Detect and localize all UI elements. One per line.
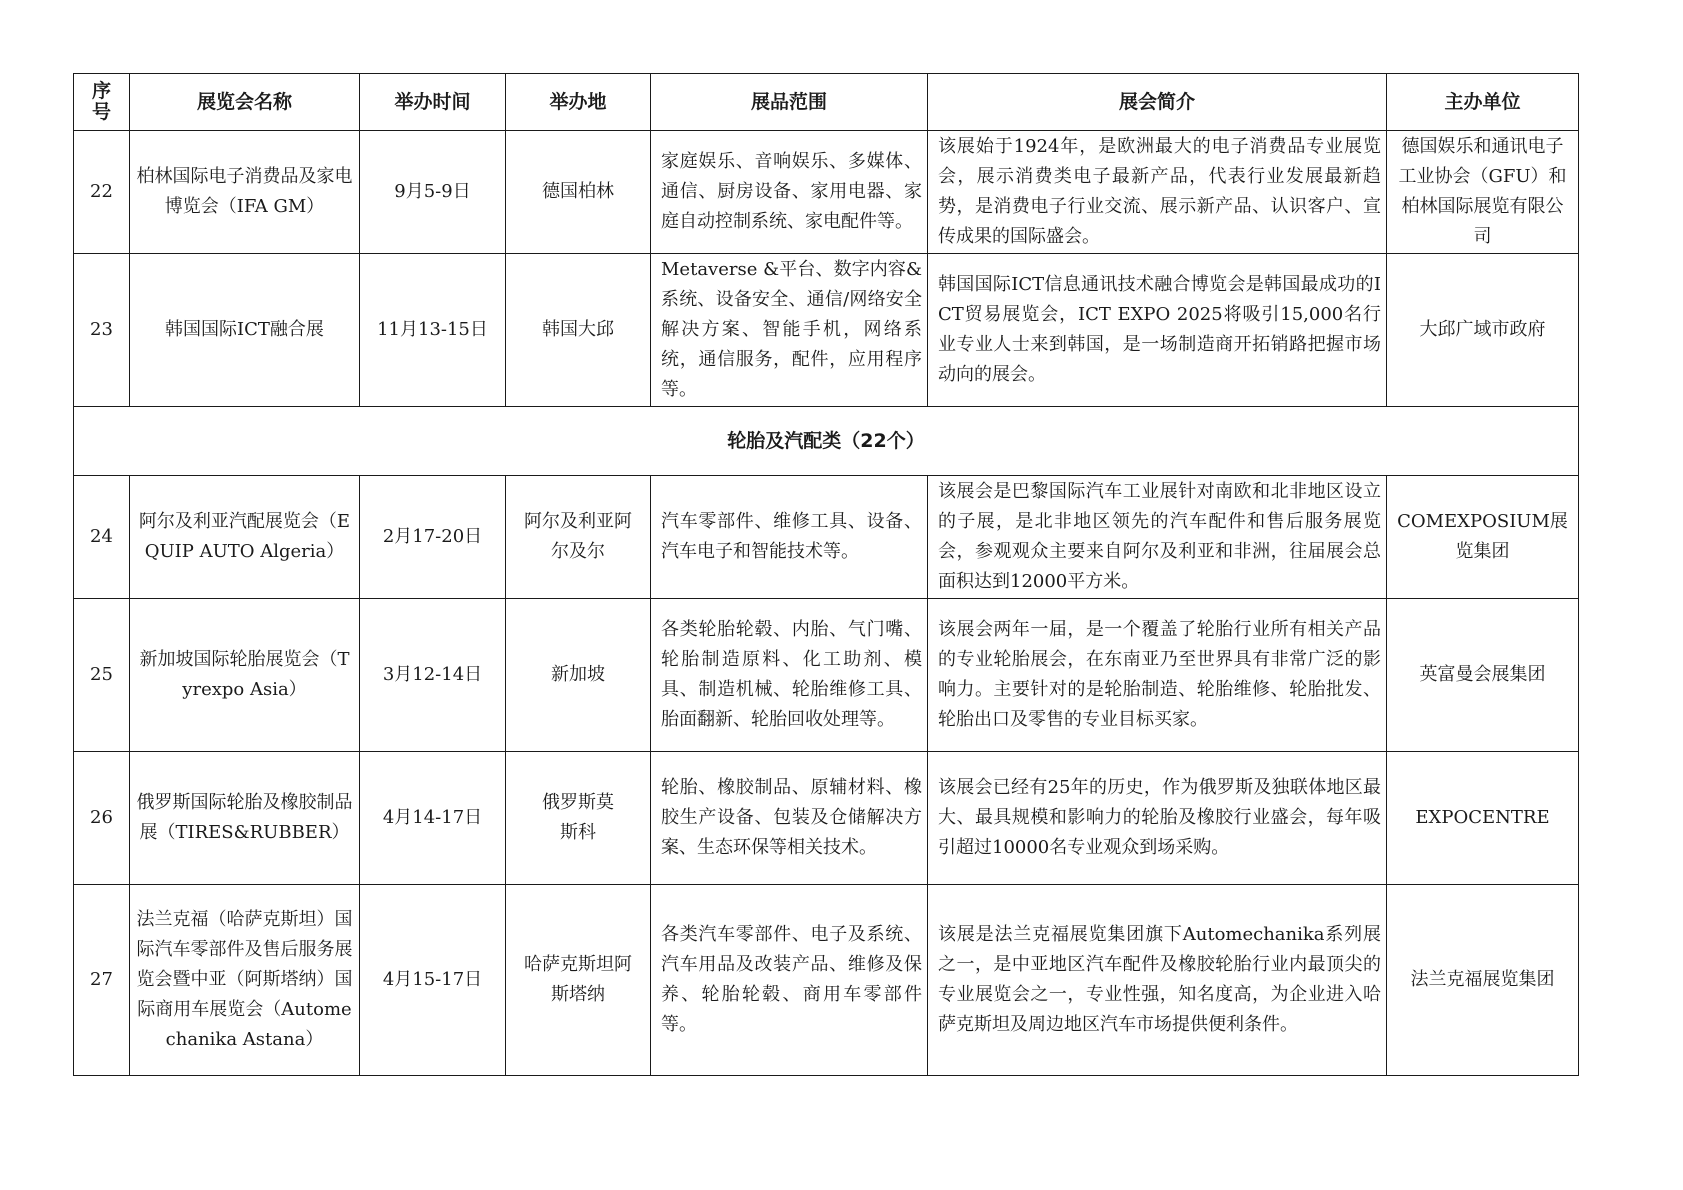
row-place: 哈萨克斯坦阿斯塔纳 [506,885,651,1076]
table-row [74,254,1579,407]
row-name: 韩国国际ICT融合展 [130,254,360,407]
row-intro: 该展会已经有25年的历史，作为俄罗斯及独联体地区最大、最具规模和影响力的轮胎及橡胶行业盛会，每年吸引超过10000名专业观众到场采购。 [928,752,1387,885]
row-scope: 汽车零部件、维修工具、设备、汽车电子和智能技术等。 [651,476,928,599]
section-title: 轮胎及汽配类（22个） [74,407,1579,476]
row-organizer: COMEXPOSIUM展览集团 [1387,476,1579,599]
row-place: 德国柏林 [506,131,651,254]
row-intro: 该展会是巴黎国际汽车工业展针对南欧和北非地区设立的子展，是北非地区领先的汽车配件和售后服务展览会，参观观众主要来自阿尔及利亚和非洲，往届展会总面积达到12000平方米。 [928,476,1387,599]
table-row [74,885,1579,1076]
row-organizer: 德国娱乐和通讯电子工业协会（GFU）和柏林国际展览有限公司 [1387,131,1579,254]
row-place: 新加坡 [506,599,651,752]
row-seq: 24 [74,476,130,599]
row-seq: 22 [74,131,130,254]
header-time: 举办时间 [360,74,506,131]
table-row [74,599,1579,752]
exhibition-table [73,73,1579,1076]
row-time: 4月15-17日 [360,885,506,1076]
row-name: 阿尔及利亚汽配展览会（EQUIP AUTO Algeria） [130,476,360,599]
row-name: 柏林国际电子消费品及家电博览会（IFA GM） [130,131,360,254]
row-time: 4月14-17日 [360,752,506,885]
table-row [74,752,1579,885]
row-name: 新加坡国际轮胎展览会（Tyrexpo Asia） [130,599,360,752]
row-organizer: 英富曼会展集团 [1387,599,1579,752]
row-name: 俄罗斯国际轮胎及橡胶制品展（TIRES&RUBBER） [130,752,360,885]
row-time: 2月17-20日 [360,476,506,599]
row-place: 韩国大邱 [506,254,651,407]
row-seq: 27 [74,885,130,1076]
row-intro: 该展会两年一届，是一个覆盖了轮胎行业所有相关产品的专业轮胎展会，在东南亚乃至世界具有非常广泛的影响力。主要针对的是轮胎制造、轮胎维修、轮胎批发、轮胎出口及零售的专业目标买家。 [928,599,1387,752]
row-place: 俄罗斯莫斯科 [506,752,651,885]
header-intro: 展会简介 [928,74,1387,131]
row-time: 9月5-9日 [360,131,506,254]
header-place: 举办地 [506,74,651,131]
row-seq: 23 [74,254,130,407]
table-row [74,131,1579,254]
row-scope: 各类轮胎轮毂、内胎、气门嘴、轮胎制造原料、化工助剂、模具、制造机械、轮胎维修工具、胎面翻新、轮胎回收处理等。 [651,599,928,752]
header-seq: 序号 [74,74,130,131]
header-name: 展览会名称 [130,74,360,131]
row-intro: 该展是法兰克福展览集团旗下Automechanika系列展之一，是中亚地区汽车配件及橡胶轮胎行业内最顶尖的专业展览会之一，专业性强，知名度高，为企业进入哈萨克斯坦及周边地区汽车市场提供便利条件。 [928,885,1387,1076]
row-place: 阿尔及利亚阿尔及尔 [506,476,651,599]
header-row [74,74,1579,131]
table-row [74,476,1579,599]
row-time: 11月13-15日 [360,254,506,407]
row-scope: Metaverse &平台、数字内容&系统、设备安全、通信/网络安全解决方案、智能手机，网络系统，通信服务，配件，应用程序等。 [651,254,928,407]
row-seq: 25 [74,599,130,752]
row-organizer: EXPOCENTRE [1387,752,1579,885]
section-row [74,407,1579,476]
row-organizer: 法兰克福展览集团 [1387,885,1579,1076]
row-intro: 该展始于1924年，是欧洲最大的电子消费品专业展览会，展示消费类电子最新产品，代表行业发展最新趋势，是消费电子行业交流、展示新产品、认识客户、宣传成果的国际盛会。 [928,131,1387,254]
row-intro: 韩国国际ICT信息通讯技术融合博览会是韩国最成功的ICT贸易展览会，ICT EXPO 2025将吸引15,000名行业专业人士来到韩国，是一场制造商开拓销路把握市场动向的展会。 [928,254,1387,407]
header-organizer: 主办单位 [1387,74,1579,131]
row-time: 3月12-14日 [360,599,506,752]
row-scope: 家庭娱乐、音响娱乐、多媒体、通信、厨房设备、家用电器、家庭自动控制系统、家电配件等。 [651,131,928,254]
row-scope: 各类汽车零部件、电子及系统、汽车用品及改装产品、维修及保养、轮胎轮毂、商用车零部件等。 [651,885,928,1076]
row-organizer: 大邱广域市政府 [1387,254,1579,407]
row-scope: 轮胎、橡胶制品、原辅材料、橡胶生产设备、包装及仓储解决方案、生态环保等相关技术。 [651,752,928,885]
header-scope: 展品范围 [651,74,928,131]
row-name: 法兰克福（哈萨克斯坦）国际汽车零部件及售后服务展览会暨中亚（阿斯塔纳）国际商用车展览会（Automechanika Astana） [130,885,360,1076]
row-seq: 26 [74,752,130,885]
